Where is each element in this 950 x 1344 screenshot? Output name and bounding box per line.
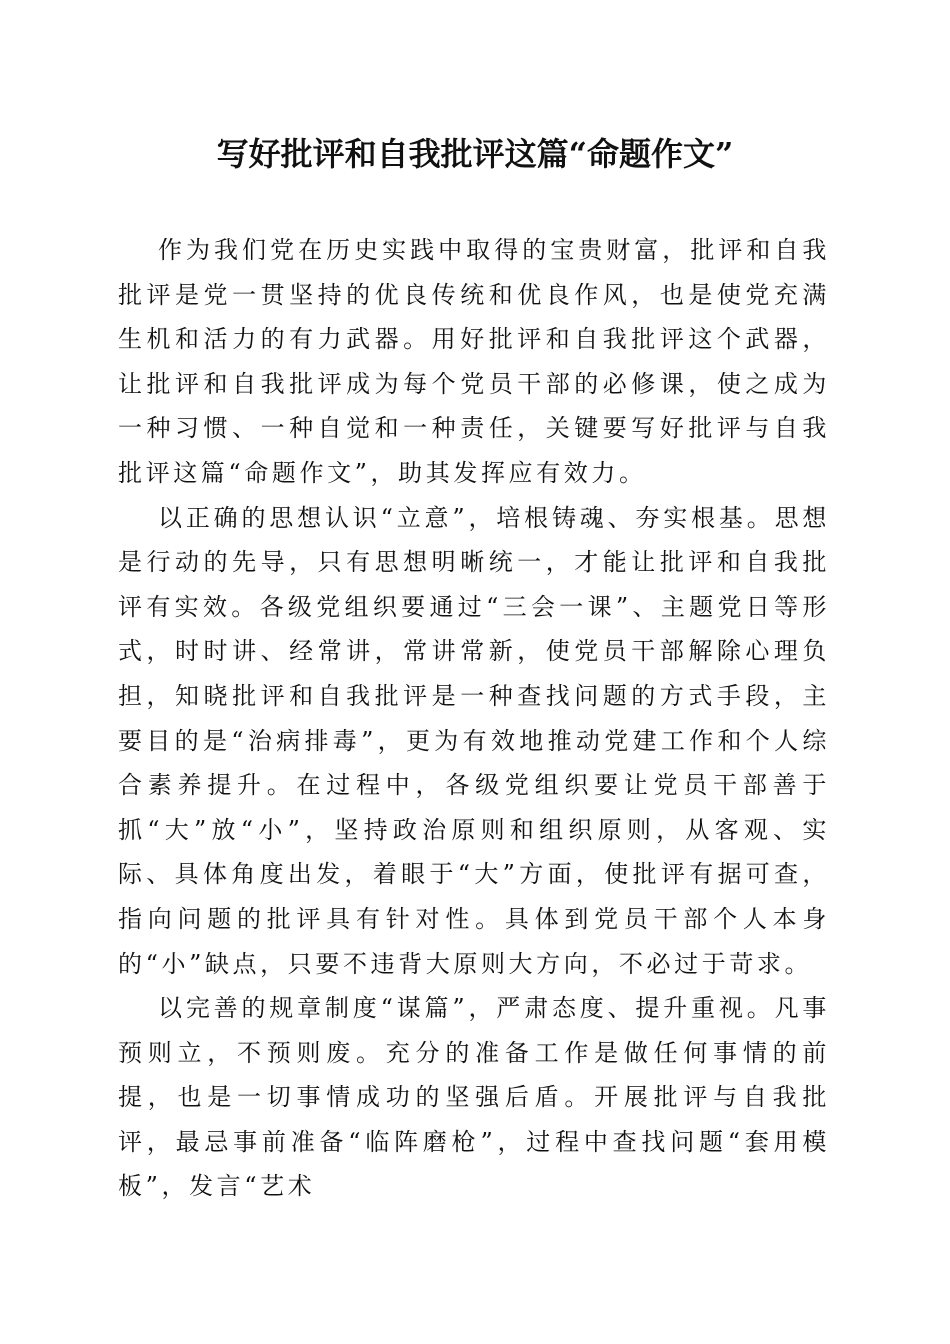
paragraph-3: 以完善的规章制度“谋篇”，严肃态度、提升重视。凡事预则立，不预则废。充分的准备工作是做任何事情的前提，也是一切事情成功的坚强后盾。开展批评与自我批评，最忌事前准备“临阵磨枪”，过程中查找问题“套用模板”，发言“艺术 — [118, 994, 830, 1201]
paragraph-2: 以正确的思想认识“立意”，培根铸魂、夯实根基。思想是行动的先导，只有思想明晰统一，才能让批评和自我批评有实效。各级党组织要通过“三会一课”、主题党日等形式，时时讲、经常讲，常讲常新，使党员干部解除心理负担，知晓批评和自我批评是一种查找问题的方式手段，主要目的是“治病排毒”，更为有效地推动党建工作和个人综合素养提升。在过程中，各级党组织要让党员干部善于抓“大”放“小”，坚持政治原则和组织原则，从客观、实际、具体角度出发，着眼于“大”方面，使批评有据可查，指向问题的批评具有针对性。具体到党员干部个人本身的“小”缺点，只要不违背大原则大方向，不必过于苛求。 — [118, 503, 830, 978]
document-body — [118, 228, 830, 1209]
paragraph-1: 作为我们党在历史实践中取得的宝贵财富，批评和自我批评是党一贯坚持的优良传统和优良作风，也是使党充满生机和活力的有力武器。用好批评和自我批评这个武器，让批评和自我批评成为每个党员干部的必修课，使之成为一种习惯、一种自觉和一种责任，关键要写好批评与自我批评这篇“命题作文”，助其发挥应有效力。 — [118, 236, 830, 487]
document-title: 写好批评和自我批评这篇“命题作文” — [216, 135, 734, 173]
